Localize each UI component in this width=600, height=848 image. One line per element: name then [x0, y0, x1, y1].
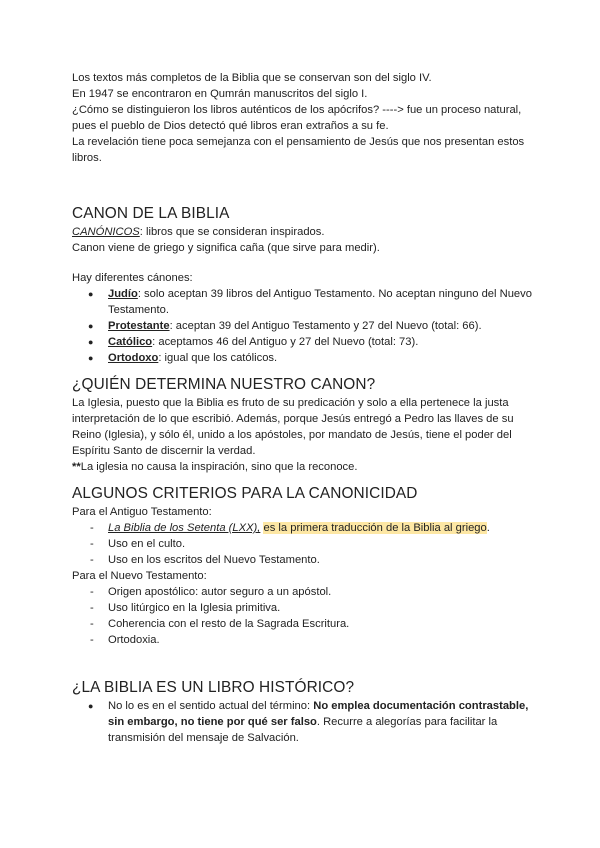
canonicos-definition: [72, 224, 532, 240]
at-label: Para el Antiguo Testamento:: [72, 506, 212, 518]
canon-item-catolico: ● Católico: aceptamos 46 del Antiguo y 27 del Nuevo (total: 73).: [72, 334, 532, 350]
heading-canon: CANON DE LA BIBLIA: [72, 205, 230, 222]
nt-item: - Coherencia con el resto de la Sagrada Escritura.: [72, 616, 532, 632]
canon-item-judio: ● Judío: solo aceptan 39 libros del Antiguo Testamento. No aceptan ninguno del Nuevo Testamento.: [72, 286, 532, 318]
document-page: [72, 70, 532, 746]
canonicos-def: : libros que se consideran inspirados.: [139, 226, 325, 238]
canon-etymology: Canon viene de griego y significa caña (que sirve para medir).: [72, 242, 380, 254]
at-item: - Uso en el culto.: [72, 536, 532, 552]
quien-body: La Iglesia, puesto que la Biblia es fruto de su predicación y solo a ella pertenece la justa interpretación de lo que escribió. Además, porque Jesús entregó a Pedro las llaves de su Reino (Iglesia), y sólo él, unido a los apóstoles, por mandato de Jesús, tiene el poder del Espíritu Santo de discernir la verdad.: [72, 397, 514, 457]
intro-line: Los textos más completos de la Biblia que se conservan son del siglo IV.: [72, 72, 432, 84]
intro-line: La revelación tiene poca semejanza con el pensamiento de Jesús que nos presentan estos libros.: [72, 136, 525, 164]
intro-line: En 1947 se encontraron en Qumrán manuscritos del siglo I.: [72, 88, 368, 100]
heading-criterios: ALGUNOS CRITERIOS PARA LA CANONICIDAD: [72, 485, 418, 502]
quien-note: **La iglesia no causa la inspiración, sino que la reconoce.: [72, 461, 358, 473]
at-list: [72, 520, 532, 568]
canon-item-protestante: ● Protestante: aceptan 39 del Antiguo Testamento y 27 del Nuevo (total: 66).: [72, 318, 532, 334]
canonicos-term: CANÓNICOS: [72, 226, 140, 238]
nt-item: - Origen apostólico: autor seguro a un apóstol.: [72, 584, 532, 600]
nt-label: Para el Nuevo Testamento:: [72, 570, 207, 582]
canon-list: [72, 286, 532, 366]
heading-historico: ¿LA BIBLIA ES UN LIBRO HISTÓRICO?: [72, 679, 355, 696]
at-item: - Uso en los escritos del Nuevo Testamento.: [72, 552, 532, 568]
heading-quien: ¿QUIÉN DETERMINA NUESTRO CANON?: [72, 376, 376, 393]
nt-list: [72, 584, 532, 648]
canon-intro: Hay diferentes cánones:: [72, 272, 193, 284]
historico-list: [72, 698, 532, 746]
intro-line: ¿Cómo se distinguieron los libros auténticos de los apócrifos? ----> fue un proceso natural, pues el pueblo de Dios detectó qué libros eran extraños a su fe.: [72, 104, 522, 132]
intro-section: [72, 70, 532, 166]
at-item-lxx: - La Biblia de los Setenta (LXX), es la primera traducción de la Biblia al griego.: [72, 520, 532, 536]
nt-item: - Uso litúrgico en la Iglesia primitiva.: [72, 600, 532, 616]
nt-item: - Ortodoxia.: [72, 632, 532, 648]
canon-item-ortodoxo: ● Ortodoxo: igual que los católicos.: [72, 350, 532, 366]
historico-item: ● No lo es en el sentido actual del término: No emplea documentación contrastable, sin embargo, no tiene por qué ser falso. Recurre a alegorías para facilitar la transmisión del mensaje de Salvación.: [72, 698, 532, 746]
